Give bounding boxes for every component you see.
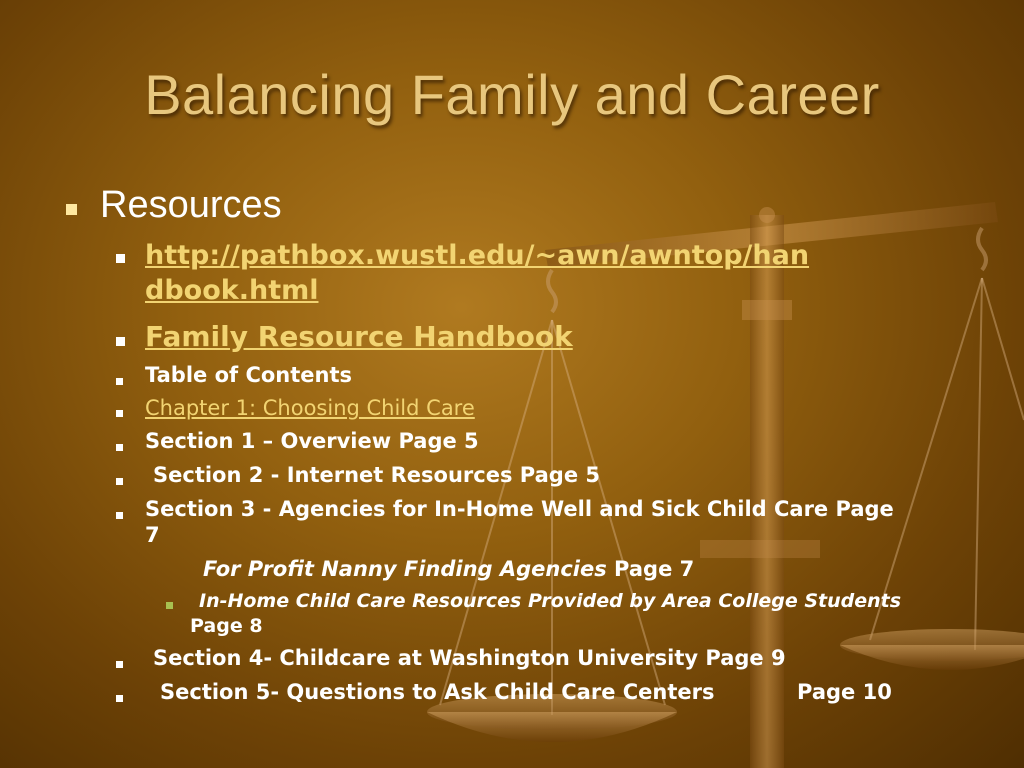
url-link-continued[interactable] bbox=[145, 275, 318, 306]
bullet-square-icon bbox=[116, 337, 125, 346]
section3-item-line1: Section 3 - Agencies for In-Home Well and Sick Child Care Page bbox=[145, 497, 894, 521]
url-line-2[interactable]: dbook.html bbox=[145, 275, 319, 306]
bullet-square-icon bbox=[116, 478, 123, 485]
chapter1-link[interactable]: Chapter 1: Choosing Child Care bbox=[145, 396, 475, 420]
nanny-agencies-label: For Profit Nanny Finding Agencies bbox=[203, 557, 607, 581]
inhome-item-line1: In-Home Child Care Resources Provided by Area College Students bbox=[199, 590, 902, 612]
handbook-link[interactable]: Family Resource Handbook bbox=[145, 320, 573, 353]
nanny-agencies-item bbox=[203, 557, 694, 581]
section2-item: Section 2 - Internet Resources Page 5 bbox=[153, 463, 600, 487]
section1-item: Section 1 – Overview Page 5 bbox=[145, 429, 479, 453]
bullet-square-icon bbox=[66, 204, 77, 215]
toc-label: Table of Contents bbox=[145, 363, 353, 387]
bullet-square-icon bbox=[116, 695, 123, 702]
bullet-square-icon bbox=[116, 254, 125, 263]
section4-item: Section 4- Childcare at Washington University Page 9 bbox=[153, 646, 786, 670]
bullet-square-icon bbox=[116, 378, 123, 385]
nanny-agencies-page: Page 7 bbox=[606, 557, 695, 581]
inhome-item-page: Page 8 bbox=[190, 615, 263, 637]
url-line-1[interactable]: http://pathbox.wustl.edu/~awn/awntop/han bbox=[145, 240, 810, 271]
section5-item: Section 5- Questions to Ask Child Care Centers bbox=[160, 680, 715, 704]
resources-heading: Resources bbox=[100, 184, 282, 226]
bullet-square-icon bbox=[116, 410, 123, 417]
url-link[interactable] bbox=[145, 240, 809, 271]
section3-item-line2: 7 bbox=[145, 523, 160, 547]
bullet-square-icon bbox=[116, 661, 123, 668]
section5-page: Page 10 bbox=[797, 680, 892, 704]
sub-bullet-square-icon bbox=[166, 602, 173, 609]
slide-title: Balancing Family and Career bbox=[144, 63, 880, 126]
bullet-square-icon bbox=[116, 512, 123, 519]
bullet-square-icon bbox=[116, 444, 123, 451]
